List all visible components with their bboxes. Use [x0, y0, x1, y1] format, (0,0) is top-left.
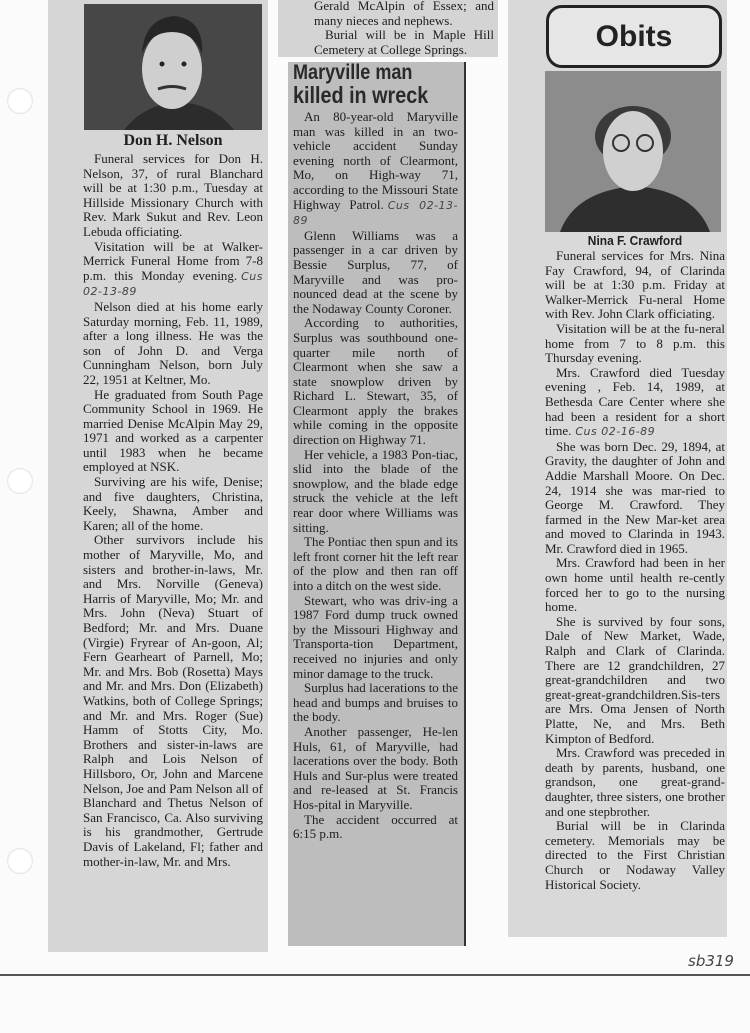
paragraph-text: Mrs. Crawford died Tuesday evening , Feb. 14, 1989, at Bethesda Care Center where she had been a resident for a short time. [545, 364, 725, 439]
paragraph: Gerald McAlpin of Essex; and many nieces and nephews. [314, 0, 494, 28]
paragraph: Mrs. Crawford was preceded in death by parents, husband, one grandson, one great-grand-daughter, three sisters, one brother and one stepbrother. [545, 745, 725, 819]
paragraph: The accident occurred at 6:15 p.m. [293, 811, 458, 842]
paragraph: According to authorities, Surplus was southbound one-quarter mile north of Clearmont when she saw a state snowplow driven by Richard L. Stewart, 35, of Clearmont apply the brakes while coming in the opposite direction on Highway 71. [293, 315, 458, 448]
paragraph: Mrs. Crawford had been in her own home until health re-cently forced her to go to the nursing home. [545, 555, 725, 615]
handwritten-note: Cus 02-16-89 [575, 425, 656, 439]
handwritten-note: Cus 02-13-89 [83, 269, 263, 299]
punch-hole [7, 848, 33, 874]
paragraph [293, 110, 458, 229]
paragraph: She was born Dec. 29, 1894, at Gravity, the daughter of John and Addie Marshall Moore. On Dec. 24, 1914 she was mar-ried to George M. Crawford. They farmed in the New Mar-ket area and moved to Clarinda in 1943. Mr. Crawford died in 1965. [545, 438, 725, 556]
headline-line-2: killed in wreck [293, 82, 429, 108]
paragraph: The Pontiac then spun and its left front corner hit the left rear of the plow and then ran off into a ditch on the west side. [293, 534, 458, 593]
obits-section-header [546, 5, 722, 68]
paragraph: Surviving are his wife, Denise; and five daughters, Christina, Keely, Shawna, Amber and Karen; all of the home. [83, 474, 263, 533]
paragraph [83, 240, 263, 300]
paragraph: Burial will be in Maple Hill Cemetery at College Springs. [314, 27, 494, 57]
page-bottom-rule [0, 974, 750, 976]
paragraph: She is survived by four sons, Dale of New Market, Wade, Ralph and Clark of Clarinda. There are 12 grandchildren, 27 great-grandchildren and two great-great-grandchildren.Sis-ters are Mrs. Oma Jensen of North Platte, Ne, and Mrs. Beth Kimpton of Bedford. [545, 613, 725, 746]
nelson-continuation-clipping [278, 0, 498, 57]
paragraph: Other survivors include his mother of Maryville, Mo, and sisters and brother-in-laws, Mr. and Mrs. Norville (Geneva) Harris of Maryville, Mo; Mr. and Mrs. John (Neva) Stuart of Bedford; Mr. and Mrs. Duane (Virgie) Fryrear of An-goon, Al; Fern Gearheart of Parnell, Mo; Mr. and Mrs. Bob (Rosetta) Mays and Mr. and Mrs. Don (Elizabeth) Watkins, both of College Springs; and Mr. and Mrs. Roger (Sue) Hamm of Stotts City, Mo. Brothers and sister-in-laws are Ralph and Lois Nelson of Hillsboro, Or, John and Marcene Nelson, Joe and Pam Nelson all of Blanchard and Thetus Nelson of San Francisco, Ca. Also surviving is his grandmother, Gertrude Davis of Lakeland, Fl; father and mother-in-law, Mr. and Mrs. [83, 532, 263, 869]
section-title: Obits [595, 20, 673, 53]
headline-line-1: Maryville man [293, 61, 413, 84]
paragraph: Her vehicle, a 1983 Pon-tiac, slid into the blade of the snowplow, and the blade edge struck the vehicle at the left rear door where Williams was sitting. [293, 446, 458, 535]
paragraph-text: Visitation will be at Walker-Merrick Funeral Home from 7-8 p.m. this Monday evening. [83, 238, 263, 283]
paragraph: Another passenger, He-len Huls, 61, of Maryville, had lacerations over the body. Both Huls and Sur-plus were treated and re-leased at St. Francis Hos-pital in Maryville. [293, 723, 458, 812]
crawford-obituary-clipping [508, 0, 727, 937]
handwritten-note: Cus 02-13-89 [293, 198, 458, 228]
paragraph [545, 366, 725, 440]
deceased-name: Don H. Nelson [123, 132, 223, 149]
deceased-name: Nina F. Crawford [587, 233, 683, 248]
paragraph: Stewart, who was driv-ing a 1987 Ford dump truck owned by the Missouri Highway and Transporta-tion Department, received no injuries and only minor damage to the truck. [293, 592, 458, 681]
portrait-image [545, 71, 721, 232]
portrait-image [84, 4, 262, 130]
paragraph: Visitation will be at the fu-neral home from 7 to 8 p.m. this Thursday evening. [545, 320, 725, 366]
punch-hole [7, 88, 33, 114]
paragraph: Funeral services for Don H. Nelson, 37, of rural Blanchard will be at 1:30 p.m., Tuesday at Hillside Missionary Church with Rev. Mark Sukut and Rev. Leon Lebuda officiating. [83, 151, 263, 239]
paragraph: Burial will be in Clarinda cemetery. Memorials may be directed to the First Christian Church or Nodaway Valley Historical Society. [545, 818, 725, 892]
paragraph: He graduated from South Page Community School in 1969. He married Denise McAlpin May 29, 1971 and worked as a carpenter until 1983 when he became employed at NSK. [83, 386, 263, 475]
paragraph: Glenn Williams was a passenger in a car driven by Bessie Surplus, 77, of Maryville and was pro-nounced dead at the scene by the Nodaway County Coroner. [293, 227, 458, 316]
paragraph-text: An 80-year-old Maryville man was killed in an two-vehicle accident Sunday evening north of Clearmont, Mo, on High-way 71, according to the Missouri State Highway Patrol. [293, 109, 458, 212]
paragraph: Nelson died at his home early Saturday morning, Feb. 11, 1989, after a long illness. He was the son of John D. and Verga Cunningham Nelson, born July 22, 1951 at Keltner, Mo. [83, 298, 263, 387]
wreck-article-clipping [288, 62, 466, 946]
nelson-obituary-clipping [48, 0, 268, 952]
headline [293, 62, 461, 108]
punch-hole [7, 468, 33, 494]
page-label: sb319 [688, 952, 734, 970]
portrait-photo-nina-crawford [545, 71, 721, 232]
paragraph: Funeral services for Mrs. Nina Fay Crawford, 94, of Clarinda will be at 1:30 p.m. Friday at Walker-Merrick Fu-neral Home with Rev. John Clark officiating. [545, 248, 725, 322]
portrait-photo-don-nelson [84, 4, 262, 130]
paragraph: Surplus had lacerations to the head and bumps and bruises to the body. [293, 680, 458, 725]
